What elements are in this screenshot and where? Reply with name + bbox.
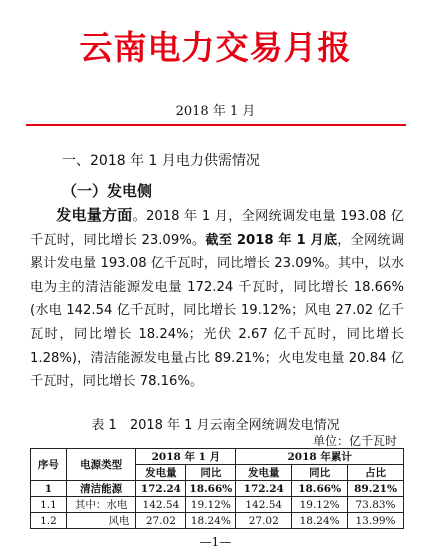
header-month-group: 2018 年 1 月 <box>136 449 236 465</box>
paragraph-lead: 发电量方面 <box>56 206 133 224</box>
table-row <box>31 497 404 513</box>
cell-seq: 1.1 <box>31 497 67 513</box>
header-share: 占比 <box>348 465 404 481</box>
paragraph-text-1: 。2018 年 1 月，全网统调发电量 193.08 亿千瓦时，同比增长 23.09%。 <box>30 209 404 248</box>
generation-table <box>30 448 404 529</box>
table-row <box>31 481 404 497</box>
table-row <box>31 513 404 529</box>
cell-cum-yoy: 18.66% <box>292 481 348 497</box>
cell-cum-gen: 142.54 <box>236 497 292 513</box>
page-number: —1— <box>199 535 232 549</box>
paragraph-bold-phrase: 截至 2018 年 1 月底 <box>205 232 338 248</box>
report-date: 2018 年 1 月 <box>175 104 256 119</box>
cell-cum-yoy: 19.12% <box>292 497 348 513</box>
header-cumulative-group: 2018 年累计 <box>236 449 404 465</box>
header-cum-yoy: 同比 <box>292 465 348 481</box>
header-yoy: 同比 <box>186 465 236 481</box>
table-unit: 单位：亿千瓦时 <box>312 434 397 448</box>
table-caption: 表 1 2018 年 1 月云南全网统调发电情况 <box>91 418 340 433</box>
cell-yoy: 19.12% <box>186 497 236 513</box>
generation-paragraph <box>30 204 404 394</box>
report-title: 云南电力交易月报 <box>79 28 352 67</box>
cell-cum-gen: 27.02 <box>236 513 292 529</box>
cell-type: 风电 <box>66 513 136 529</box>
header-gen: 发电量 <box>136 465 186 481</box>
cell-gen: 27.02 <box>136 513 186 529</box>
header-type: 电源类型 <box>66 449 136 481</box>
header-seq: 序号 <box>31 449 67 481</box>
cell-gen: 172.24 <box>136 481 186 497</box>
cell-yoy: 18.24% <box>186 513 236 529</box>
cell-yoy: 18.66% <box>186 481 236 497</box>
cell-type: 清洁能源 <box>66 481 136 497</box>
paragraph-text-2: ，全网统调累计发电量 193.08 亿千瓦时，同比增长 23.09%。其中，以水电为主的清洁能源发电量 172.24 千瓦时，同比增长 18.66%(水电 142.54 亿千瓦时，同比增长 19.12%；风电 27.02 亿千瓦时，同比增长 18.24%；光伏 2.67 亿千瓦时，同比增长 1.28%)，清洁能源发电量占比 89.21%；火电发电量 20.84 亿千瓦时，同比增长 78.16%。 <box>30 232 405 390</box>
title-divider <box>26 124 406 126</box>
cell-gen: 142.54 <box>136 497 186 513</box>
section-heading: 一、2018 年 1 月电力供需情况 <box>62 153 260 169</box>
cell-seq: 1 <box>31 481 67 497</box>
cell-cum-gen: 172.24 <box>236 481 292 497</box>
table-header-row <box>31 449 404 465</box>
cell-share: 73.83% <box>348 497 404 513</box>
cell-share: 13.99% <box>348 513 404 529</box>
subsection-heading: （一）发电侧 <box>62 182 153 200</box>
cell-cum-yoy: 18.24% <box>292 513 348 529</box>
cell-type: 其中：水电 <box>66 497 136 513</box>
header-cum-gen: 发电量 <box>236 465 292 481</box>
cell-share: 89.21% <box>348 481 404 497</box>
cell-seq: 1.2 <box>31 513 67 529</box>
